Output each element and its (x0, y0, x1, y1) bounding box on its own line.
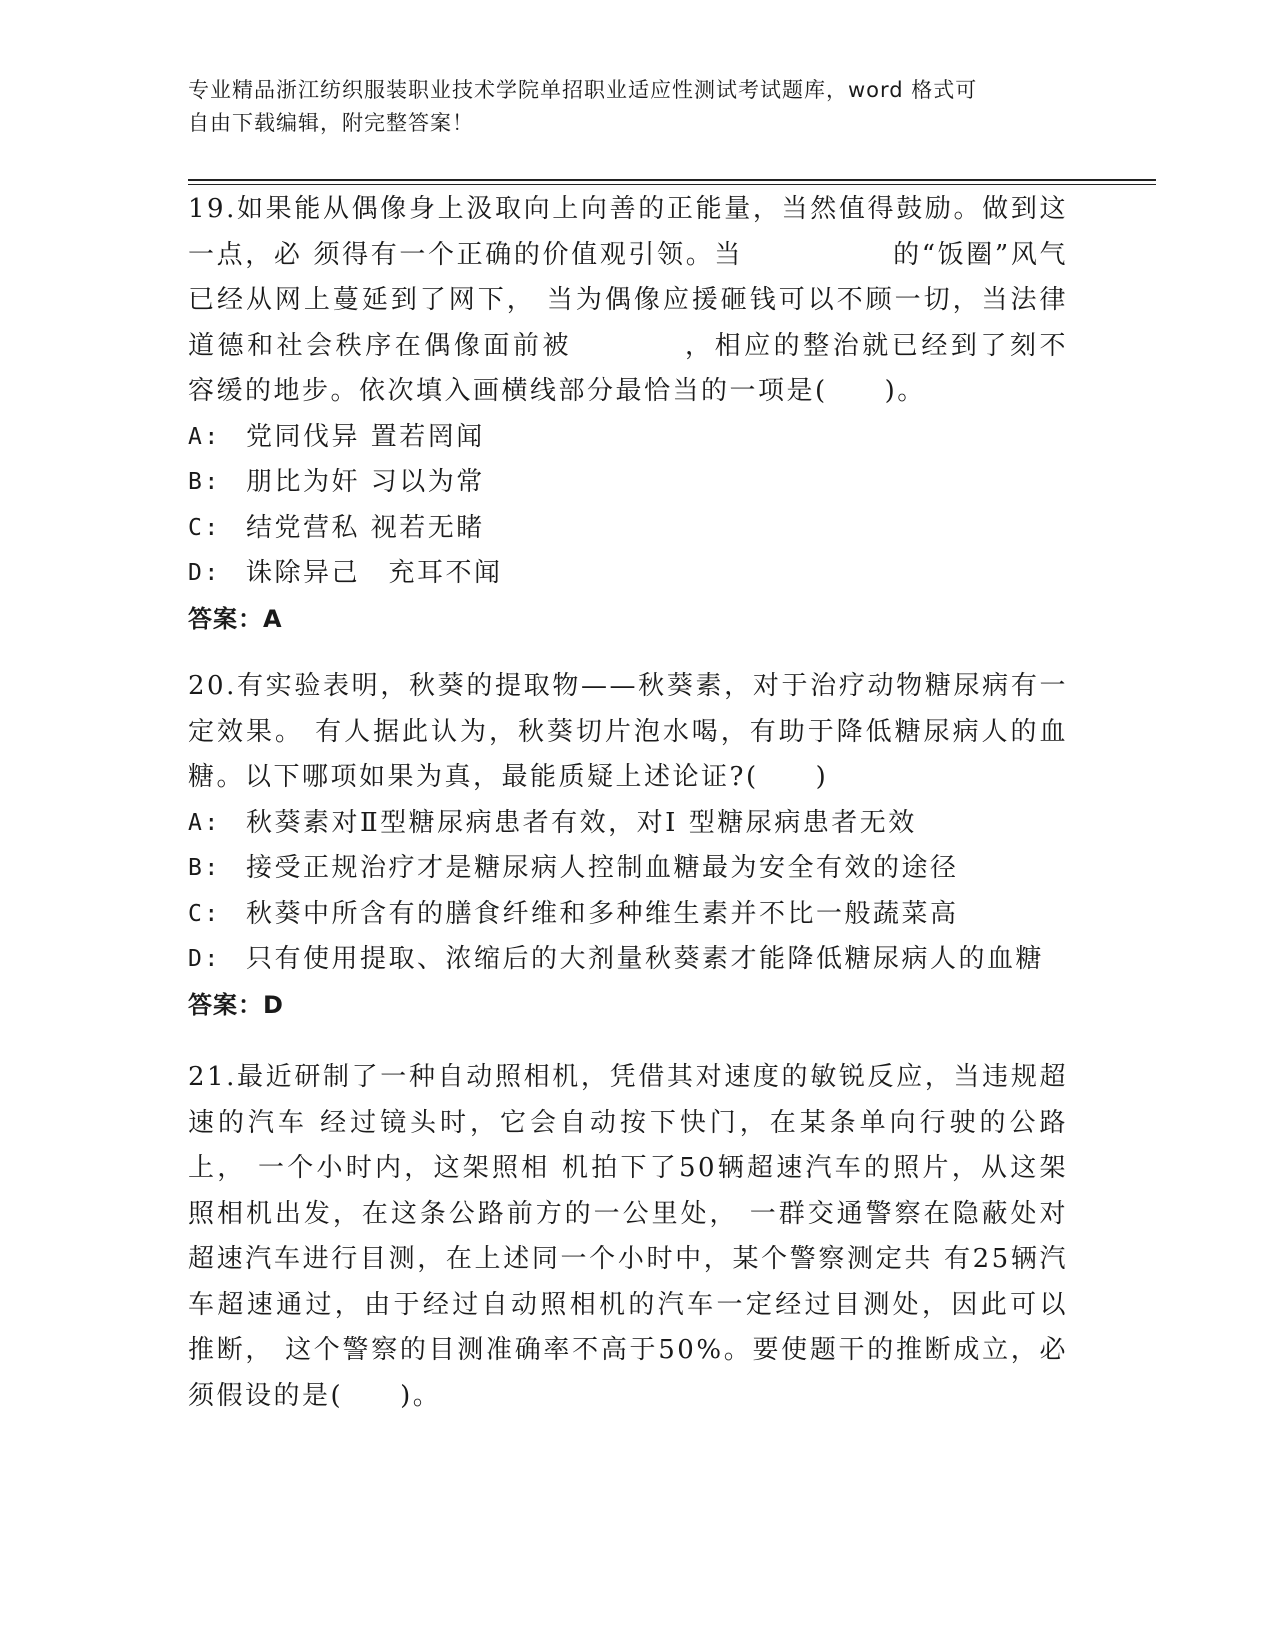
option-c (188, 506, 1068, 552)
stem-part-1: 19.如果能从偶像身上汲取向上向善的正能量，当然值得鼓励。做到这一点，必 须得有一个正确的价值观引领。当 (188, 194, 1068, 270)
header-line-1: 专业精品浙江纺织服装职业技术学院单招职业适应性测试考试题库，word 格式可 (188, 78, 978, 102)
question-stem (188, 187, 1068, 415)
answer-line (188, 597, 1068, 642)
answer-label: 答案： (188, 604, 263, 633)
option-text: 秋葵素对Ⅱ型糖尿病患者有效，对Ⅰ 型糖尿病患者无效 (246, 807, 917, 838)
question-stem: 20.有实验表明，秋葵的提取物——秋葵素，对于治疗动物糖尿病有一定效果。 有人据此认为，秋葵切片泡水喝，有助于降低糖尿病人的血糖。以下哪项如果为真，最能质疑上述论证?( ) (188, 671, 1068, 792)
option-b (188, 460, 1068, 506)
header-line-2: 自由下载编辑，附完整答案！ (188, 111, 474, 135)
option-c (188, 892, 1068, 938)
question-stem: 21.最近研制了一种自动照相机，凭借其对速度的敏锐反应，当违规超速的汽车 经过镜头时，它会自动按下快门，在某条单向行驶的公路上， 一个小时内，这架照相 机拍下了50辆超速汽车的照片，从这架照相机出发，在这条公路前方的一公里处， 一群交通警察在隐蔽处对超速汽车进行目测，在上述同一个小时中，某个警察测定共 有25辆汽车超速通过，由于经过自动照相机的汽车一定经过目测处，因此可以推断， 这个警察的目测准确率不高于50%。要使题干的推断成立，必须假设的是( )。 (188, 1062, 1068, 1411)
option-a (188, 801, 1068, 847)
option-text: 接受正规治疗才是糖尿病人控制血糖最为安全有效的途径 (246, 853, 959, 883)
option-key: A: (188, 423, 221, 450)
option-key: C: (188, 900, 221, 927)
option-text: 党同伐异 置若罔闻 (246, 421, 485, 452)
option-a (188, 415, 1068, 461)
option-key: D: (188, 946, 221, 972)
question-20 (188, 664, 1068, 1028)
option-key: B: (188, 469, 221, 495)
option-list (188, 415, 1068, 597)
question-21 (188, 1055, 1068, 1419)
option-d (188, 937, 1068, 983)
option-key: A: (188, 809, 221, 836)
stem-part-3: ，相应的整治就已经到了刻不容缓的地步。依次填入画横线部分最恰当的一项是( )。 (188, 330, 1068, 406)
option-text: 只有使用提取、浓缩后的大剂量秋葵素才能降低糖尿病人的血糖 (246, 944, 1045, 974)
question-19 (188, 187, 1068, 642)
stem-part-2: 的“饭圈”风气已经从网上蔓延到了网下， 当为偶像应援砸钱可以不顾一切，当法律道德和社会秩序在偶像面前被 (188, 239, 1068, 361)
answer-value: A (263, 604, 283, 633)
option-text: 秋葵中所含有的膳食纤维和多种维生素并不比一般蔬菜高 (246, 898, 959, 929)
option-d (188, 551, 1068, 597)
option-text: 朋比为奸 习以为常 (246, 467, 485, 497)
option-key: C: (188, 514, 221, 541)
answer-label: 答案： (188, 990, 263, 1019)
page-header (188, 74, 1068, 140)
answer-line (188, 983, 1068, 1028)
header-rule-thin (188, 184, 1156, 185)
option-key: B: (188, 855, 221, 881)
option-text: 诛除异己 充耳不闻 (246, 558, 503, 588)
option-text: 结党营私 视若无睹 (246, 512, 485, 543)
option-key: D: (188, 560, 221, 586)
answer-value: D (263, 990, 284, 1019)
option-b (188, 846, 1068, 892)
header-rule-thick (188, 179, 1156, 181)
option-list (188, 801, 1068, 983)
